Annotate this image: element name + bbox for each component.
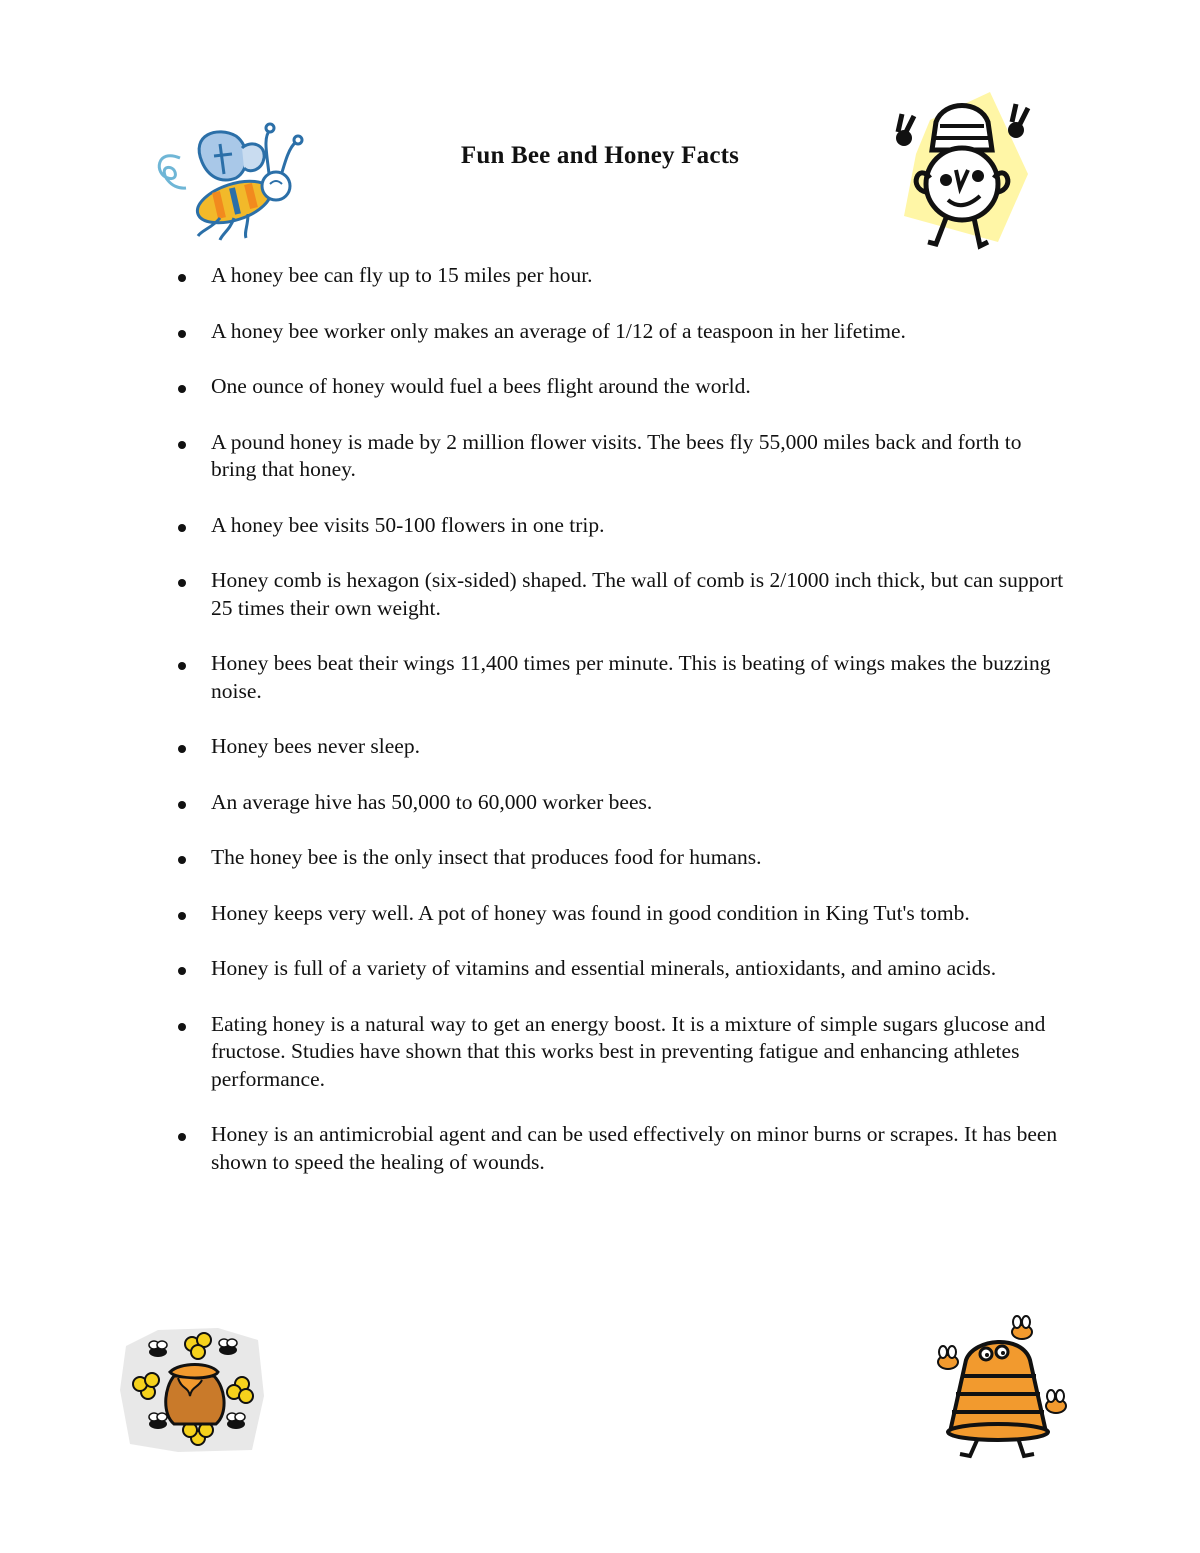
list-item bbox=[211, 512, 1071, 540]
fact-text: Honey bees never sleep. bbox=[211, 734, 420, 758]
fact-text: One ounce of honey would fuel a bees flight around the world. bbox=[211, 374, 751, 398]
list-item bbox=[211, 789, 1071, 817]
page-title: Fun Bee and Honey Facts bbox=[460, 142, 740, 169]
bullet-icon bbox=[178, 801, 186, 809]
list-item bbox=[211, 650, 1071, 705]
bullet-icon bbox=[178, 662, 186, 670]
bullet-icon bbox=[178, 441, 186, 449]
fact-text: Honey bees beat their wings 11,400 times per minute. This is beating of wings makes the buzzing noise. bbox=[211, 651, 1051, 703]
bullet-icon bbox=[178, 579, 186, 587]
list-item bbox=[211, 733, 1071, 761]
list-item bbox=[211, 1121, 1071, 1176]
list-item bbox=[211, 1011, 1071, 1094]
bullet-icon bbox=[178, 1023, 186, 1031]
list-item bbox=[211, 567, 1071, 622]
list-item bbox=[211, 429, 1071, 484]
list-item bbox=[211, 373, 1071, 401]
fact-text: Honey keeps very well. A pot of honey was found in good condition in King Tut's tomb. bbox=[211, 900, 970, 925]
bullet-icon bbox=[178, 330, 186, 338]
bullet-icon bbox=[178, 745, 186, 753]
bullet-icon bbox=[178, 967, 186, 975]
fact-text: A honey bee visits 50-100 flowers in one trip. bbox=[211, 512, 605, 537]
bullet-icon bbox=[178, 856, 186, 864]
list-item bbox=[211, 262, 1071, 290]
bullet-icon bbox=[178, 912, 186, 920]
fact-text: A honey bee can fly up to 15 miles per hour. bbox=[211, 263, 593, 287]
list-item bbox=[211, 318, 1071, 346]
beehive-character-icon bbox=[888, 92, 1036, 256]
fact-text: A honey bee worker only makes an average of 1/12 of a teaspoon in her lifetime. bbox=[211, 318, 906, 343]
bullet-icon bbox=[178, 524, 186, 532]
fact-text: Honey comb is hexagon (six-sided) shaped. The wall of comb is 2/1000 inch thick, but can support 25 times their own weight. bbox=[211, 568, 1064, 620]
fact-text: Honey is an antimicrobial agent and can be used effectively on minor burns or scrapes. It has been shown to speed the healing of wounds. bbox=[211, 1122, 1058, 1174]
fact-text: Honey is full of a variety of vitamins and essential minerals, antioxidants, and amino acids. bbox=[211, 956, 997, 980]
list-item bbox=[211, 900, 1071, 928]
fact-text: Eating honey is a natural way to get an energy boost. It is a mixture of simple sugars glucose and fructose. Studies have shown that this works best in preventing fatigue and enhancing athletes performance. bbox=[211, 1011, 1046, 1091]
fact-text: The honey bee is the only insect that produces food for humans. bbox=[211, 845, 762, 869]
honey-pot-with-bees-icon bbox=[118, 1326, 266, 1454]
fact-text: An average hive has 50,000 to 60,000 worker bees. bbox=[211, 789, 653, 814]
fact-text: A pound honey is made by 2 million flower visits. The bees fly 55,000 miles back and forth to bring that honey. bbox=[211, 429, 1022, 481]
bullet-icon bbox=[178, 1133, 186, 1141]
list-item bbox=[211, 844, 1071, 872]
list-item bbox=[211, 955, 1071, 983]
bullet-icon bbox=[178, 274, 186, 282]
facts-list bbox=[211, 262, 1071, 1204]
beehive-with-bees-icon bbox=[930, 1312, 1076, 1462]
flying-bee-icon bbox=[150, 118, 310, 246]
bullet-icon bbox=[178, 385, 186, 393]
